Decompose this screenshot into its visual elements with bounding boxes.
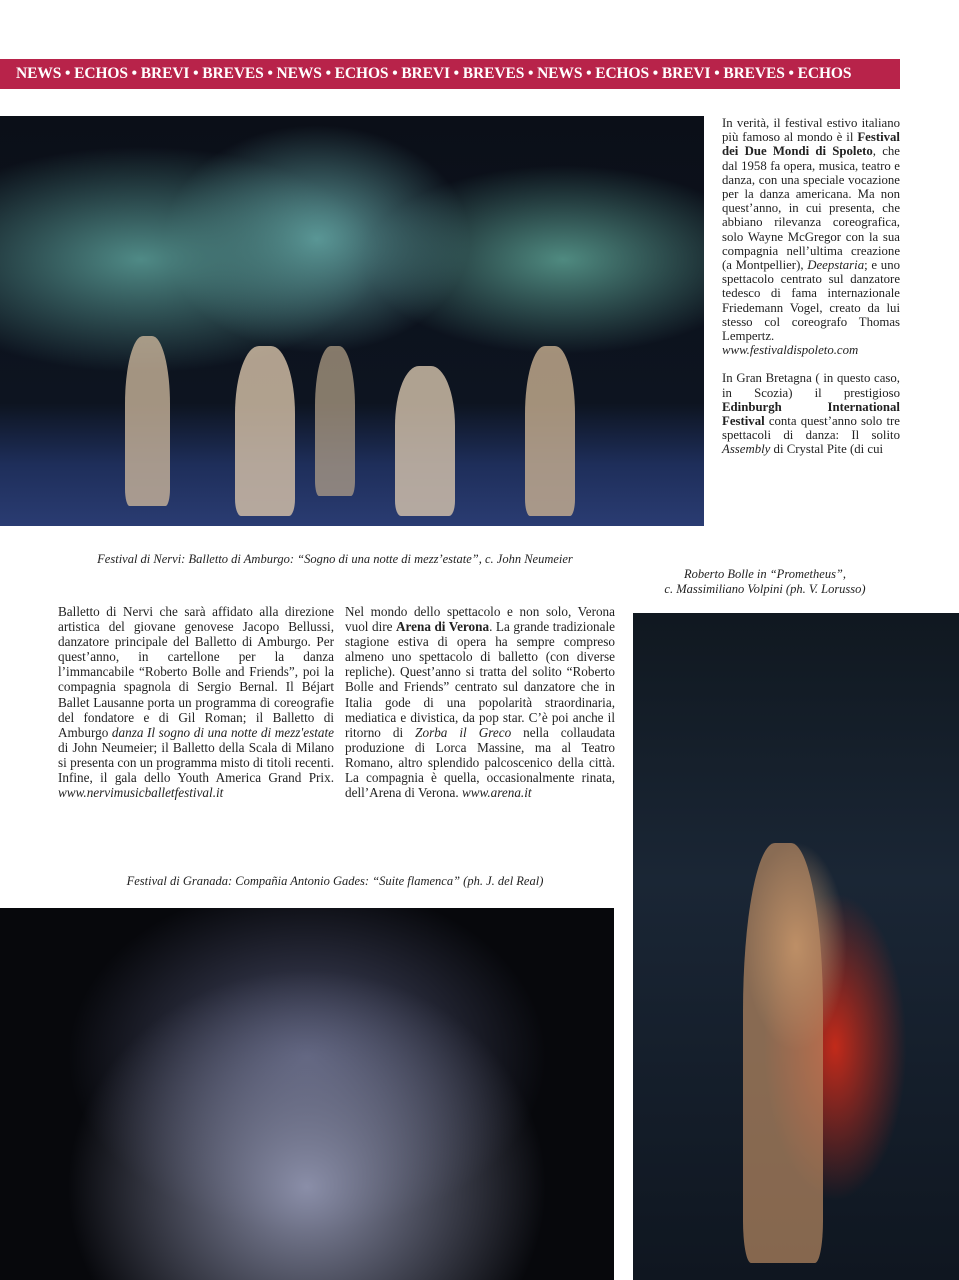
nervi-paragraph [58,604,334,800]
festival-name: Edinburgh International Festival [722,399,900,429]
right-column-text [722,116,900,457]
caption-nervi: Festival di Nervi: Balletto di Amburgo: “Sogno di una notte di mezz’estate”, c. John Neumeier [97,552,573,566]
text: ; e uno spettacolo centrato sul danzatore tedesco di fama internazionale Friedemann Vogel, creato da lui stesso col coreografo Thomas Lempertz. [722,258,900,344]
middle-column-text [345,604,615,800]
festival-name: Festival dei Due Mondi di Spoleto [722,130,900,159]
venue-name: Arena di Verona [396,619,490,635]
edinburgh-paragraph [722,371,900,456]
caption-granada: Festival di Granada: Compañia Antonio Gades: “Suite flamenca” (ph. J. del Real) [126,874,544,888]
text: di John Neumeier; il Balletto della Scala di Milano si presenta con un programma misto di titoli recenti. Infine, il gala dello Youth America Grand Prix. [58,739,334,786]
text: , che dal 1958 fa opera, musica, teatro e danza, con una speciale vocazione per la danza americana. Ma non quest’anno, in cui presenta, che abbiano rilevanza coreografica, solo Wayne McGregor con la sua compagnia nell’ultima creazione (a Montpellier), [722,144,900,273]
spoleto-link[interactable]: www.festivaldispoleto.com [722,343,859,358]
verona-paragraph [345,604,615,800]
text: conta quest’anno solo tre spettacoli di danza: Il solito [722,414,900,443]
caption-line: c. Massimiliano Volpini (ph. V. Lorusso) [664,582,866,596]
photo-nervi-ballet [0,116,704,526]
section-banner: NEWS • ECHOS • BREVI • BREVES • NEWS • ECHOS • BREVI • BREVES • NEWS • ECHOS • BREVI • BREVES • ECHOS [0,59,900,89]
text: In Gran Bretagna ( in questo caso, in Scozia) il prestigioso [722,371,900,400]
work-title: Assembly [722,442,771,457]
text: nella collaudata produzione di Lorca Massine, ma al Teatro Romano, altro splendido palcoscenico della città. La compagnia è quella, occasionalmente rinata, dell’Arena di Verona. [345,724,615,801]
text: In verità, il festival estivo italiano più famoso al mondo è il [722,116,900,145]
work-title: Deepstaria [807,258,865,273]
caption-bolle [640,567,890,597]
caption-line: Roberto Bolle in “Prometheus”, [683,567,847,581]
photo-roberto-bolle [633,613,959,1280]
text: . La grande tradizionale stagione estiva di opera ha sempre compreso almeno uno spettacolo di balletto (con diverse repliche). Quest’anno si tratta del solito “Roberto Bolle and Friends” centrato sul danzatore che in Italia gode di una popolarità straordinaria, mediatica e divistica, da pop star. C’è poi anche il ritorno di [345,619,616,740]
text: Balletto di Nervi che sarà affidato alla direzione artistica del giovane genovese Jacopo Bellussi, danzatore principale del Balletto di Amburgo. Per quest’anno, in cartellone per la danza l’immancabile “Roberto Bolle and Friends”, poi la compagnia spagnola di Sergio Bernal. Il Béjart Ballet Lausanne porta un programma di coreografie del fondatore e di Gil Roman; il Balletto di Amburgo [58,604,334,740]
text: Nel mondo dello spettacolo e non solo, Verona vuol dire [345,604,615,635]
photo-granada-flamenco [0,908,614,1280]
text: di Crystal Pite (di cui [770,442,884,457]
arena-link[interactable]: www.arena.it [461,785,532,801]
spoleto-paragraph [722,116,900,357]
nervi-link[interactable]: www.nervimusicballetfestival.it [58,785,224,801]
work-title: Zorba il Greco [415,724,512,740]
work-title: danza Il sogno di una notte di mezz'estate [111,724,334,740]
left-column-text [58,604,334,800]
